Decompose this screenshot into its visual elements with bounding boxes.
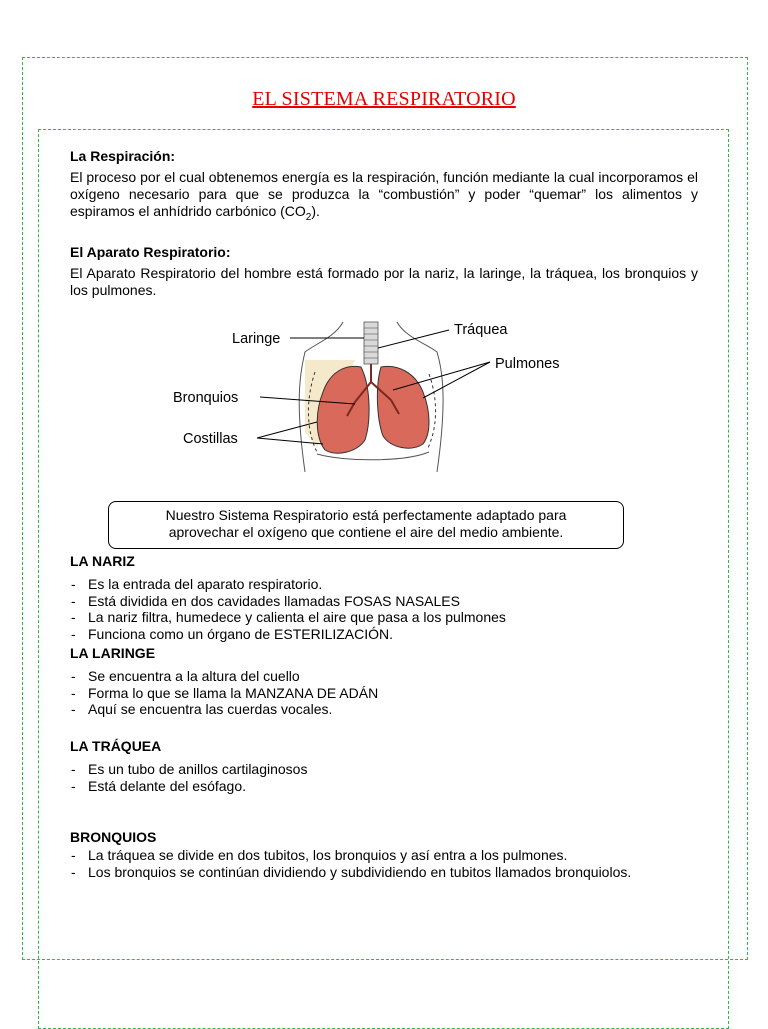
aparato-heading: El Aparato Respiratorio: [70,243,231,260]
nariz-heading: LA NARIZ [70,553,135,569]
list-item: - La nariz filtra, humedece y calienta el aire que pasa a los pulmones [70,609,698,626]
list-item: - Está dividida en dos cavidades llamadas FOSAS NASALES [70,593,698,610]
list-item: - Los bronquios se continúan dividiendo y subdividiendo en tubitos llamados bronquiolos. [70,864,698,881]
label-laringe: Laringe [232,331,281,347]
intro-section [70,148,698,299]
respiracion-paragraph [70,169,698,226]
label-bronquios: Bronquios [173,390,239,406]
list-item: - La tráquea se divide en dos tubitos, los bronquios y así entra a los pulmones. [70,847,698,864]
respiracion-text: El proceso por el cual obtenemos energía es la respiración, función mediante la cual incorporamos el oxígeno necesario para que se produzca la “combustión” y poder “quemar” los alimentos y espiramos el anhídrido carbónico (CO [70,169,698,219]
respiratory-diagram [165,312,585,482]
page-title: EL SISTEMA RESPIRATORIO [252,88,516,110]
aparato-paragraph: El Aparato Respiratorio del hombre está formado por la nariz, la laringe, la tráquea, los bronquios y los pulmones. [70,264,698,298]
list-item: - Es la entrada del aparato respiratorio. [70,576,698,593]
info-callout-box [108,501,624,549]
leader-traquea [378,330,449,348]
co2-subscript: 2 [305,211,312,223]
callout-line-2: aprovechar el oxígeno que contiene el aire del medio ambiente. [168,524,564,540]
callout-line-1: Nuestro Sistema Respiratorio está perfectamente adaptado para [165,507,567,523]
respiracion-heading: La Respiración: [70,148,176,164]
traquea-section [70,738,698,794]
label-traquea: Tráquea [454,322,508,338]
list-item: - Está delante del esófago. [70,778,698,795]
right-lung-shape [377,366,429,448]
bronquios-section [70,829,698,880]
leader-pulmones-2 [423,362,490,398]
list-item: - Aquí se encuentra las cuerdas vocales. [70,701,698,718]
bronquios-heading: BRONQUIOS [70,829,157,845]
bronquios-list [70,847,698,880]
list-item: - Es un tubo de anillos cartilaginosos [70,761,698,778]
label-costillas: Costillas [183,431,238,447]
list-item: - Funciona como un órgano de ESTERILIZACIÓN. [70,626,698,643]
nariz-list [70,576,698,642]
list-item: - Forma lo que se llama la MANZANA DE ADÁN [70,685,698,702]
laringe-list [70,668,698,718]
laringe-heading: LA LARINGE [70,645,156,661]
list-item: - Se encuentra a la altura del cuello [70,668,698,685]
respiracion-text-end: ). [311,203,320,219]
label-pulmones: Pulmones [495,356,560,372]
laringe-section [70,645,698,718]
traquea-heading: LA TRÁQUEA [70,738,162,754]
traquea-list [70,761,698,794]
nariz-section [70,553,698,642]
